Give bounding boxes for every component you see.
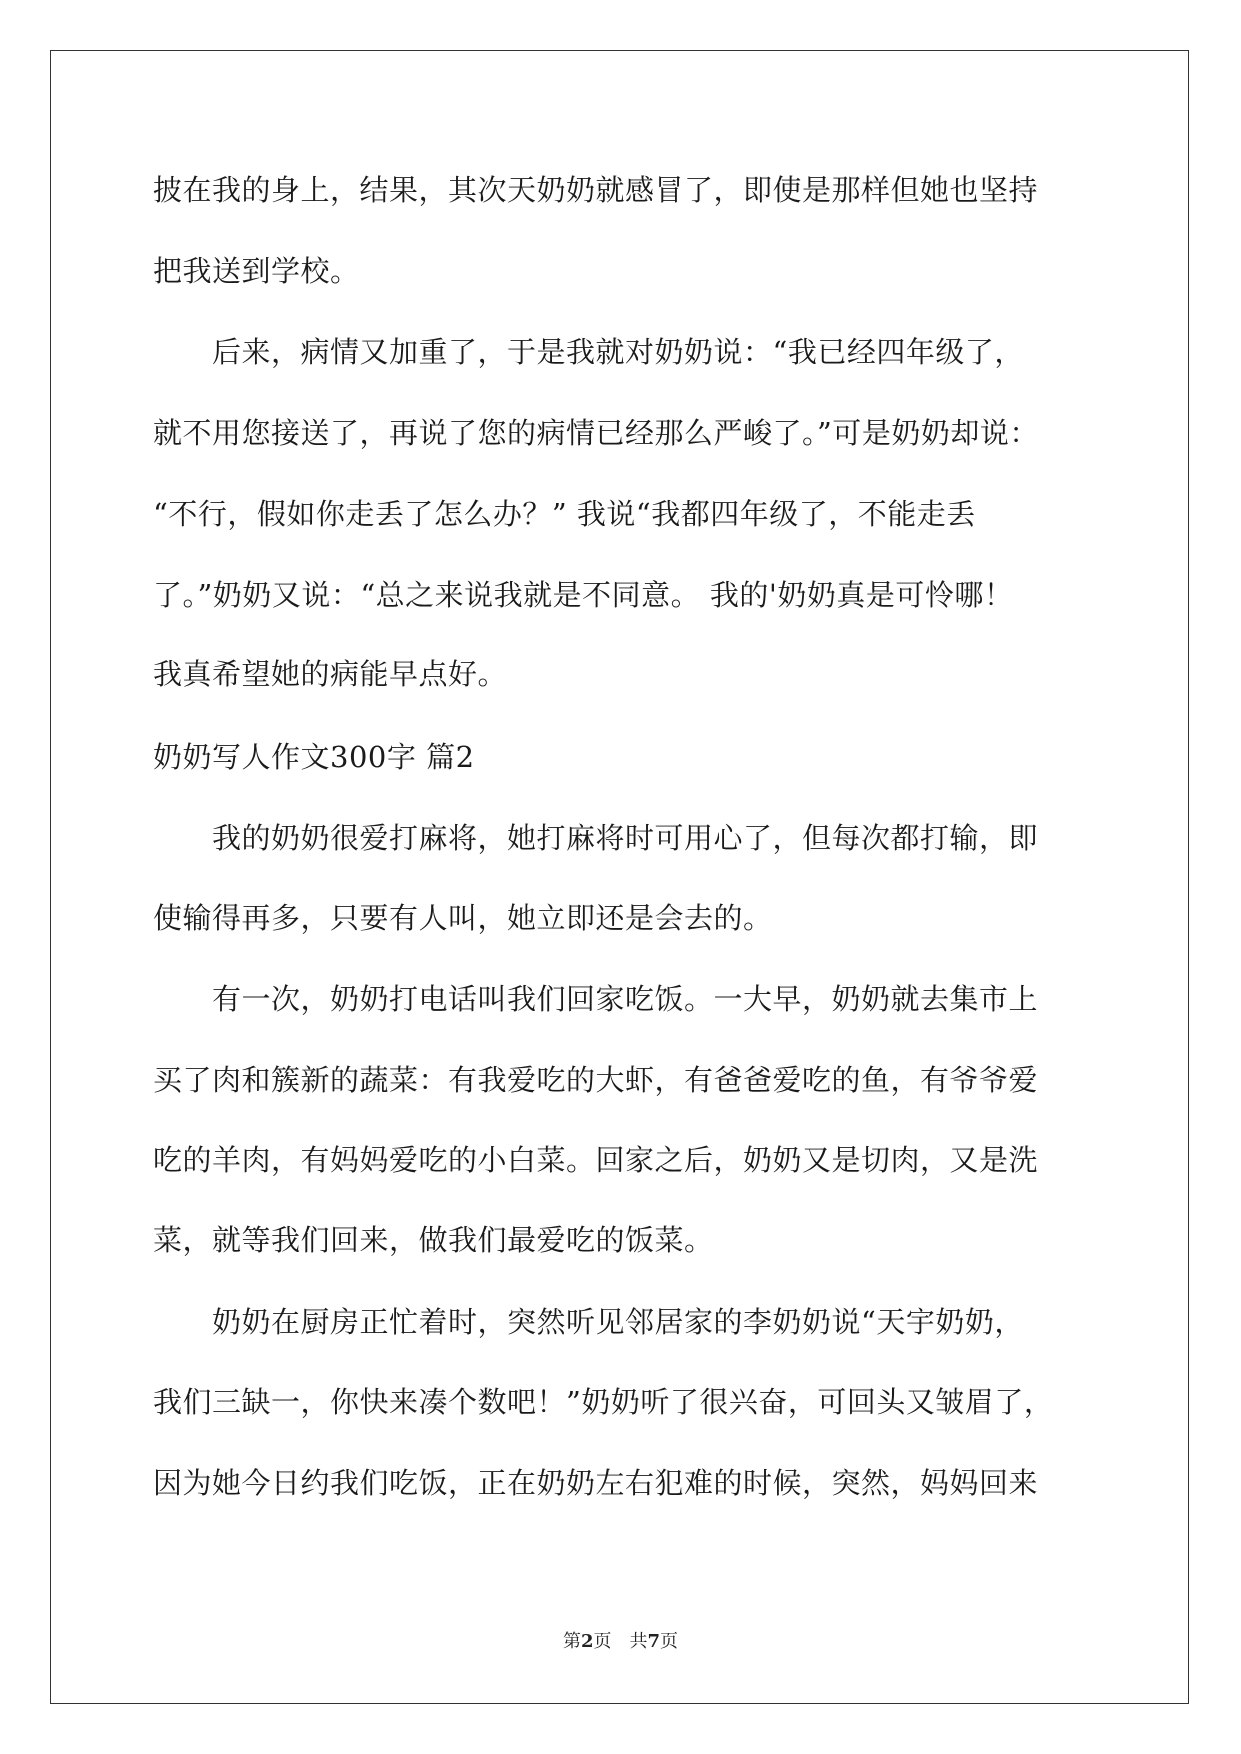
paragraph-line: 了。”奶奶又说：“总之来说我就是不同意。 我的'奶奶真是可怜哪！: [153, 578, 1014, 612]
current-page-number: 2: [580, 1631, 594, 1652]
paragraph-line: 吃的羊肉，有妈妈爱吃的小白菜。回家之后，奶奶又是切肉，又是洗: [153, 1143, 1039, 1177]
paragraph-line: 我们三缺一，你快来凑个数吧！”奶奶听了很兴奋，可回头又皱眉了，: [153, 1385, 1054, 1419]
section-heading: 奶奶写人作文300字 篇2: [153, 740, 475, 774]
footer-prefix: 第: [562, 1631, 581, 1652]
paragraph-line: 菜，就等我们回来，做我们最爱吃的饭菜。: [153, 1223, 714, 1257]
paragraph-line: 使输得再多，只要有人叫，她立即还是会去的。: [153, 901, 773, 935]
paragraph-line: 就不用您接送了，再说了您的病情已经那么严峻了。”可是奶奶却说：: [153, 416, 1039, 450]
paragraph-line: 我真希望她的病能早点好。: [153, 657, 508, 691]
footer-suffix: 页: [660, 1631, 679, 1652]
page-border: [50, 50, 1189, 1704]
paragraph-line: 有一次，奶奶打电话叫我们回家吃饭。一大早，奶奶就去集市上: [153, 982, 1039, 1016]
paragraph-line: 因为她今日约我们吃饭，正在奶奶左右犯难的时候，突然，妈妈回来: [153, 1466, 1039, 1500]
page-footer: [0, 1627, 1241, 1653]
paragraph-line: 后来，病情又加重了，于是我就对奶奶说：“我已经四年级了，: [153, 335, 1024, 369]
paragraph-line: 奶奶在厨房正忙着时，突然听见邻居家的李奶奶说“天宇奶奶，: [153, 1305, 1024, 1339]
paragraph-line: 买了肉和簇新的蔬菜：有我爱吃的大虾，有爸爸爱吃的鱼，有爷爷爱: [153, 1063, 1039, 1097]
total-page-number: 7: [647, 1631, 661, 1652]
paragraph-line: 把我送到学校。: [153, 254, 360, 288]
footer-mid: 页 共: [593, 1631, 648, 1652]
paragraph-line: 我的奶奶很爱打麻将，她打麻将时可用心了，但每次都打输，即: [153, 821, 1039, 855]
paragraph-line: “不行，假如你走丢了怎么办？” 我说“我都四年级了，不能走丢: [153, 497, 976, 531]
paragraph-line: 披在我的身上，结果，其次天奶奶就感冒了，即使是那样但她也坚持: [153, 173, 1039, 207]
